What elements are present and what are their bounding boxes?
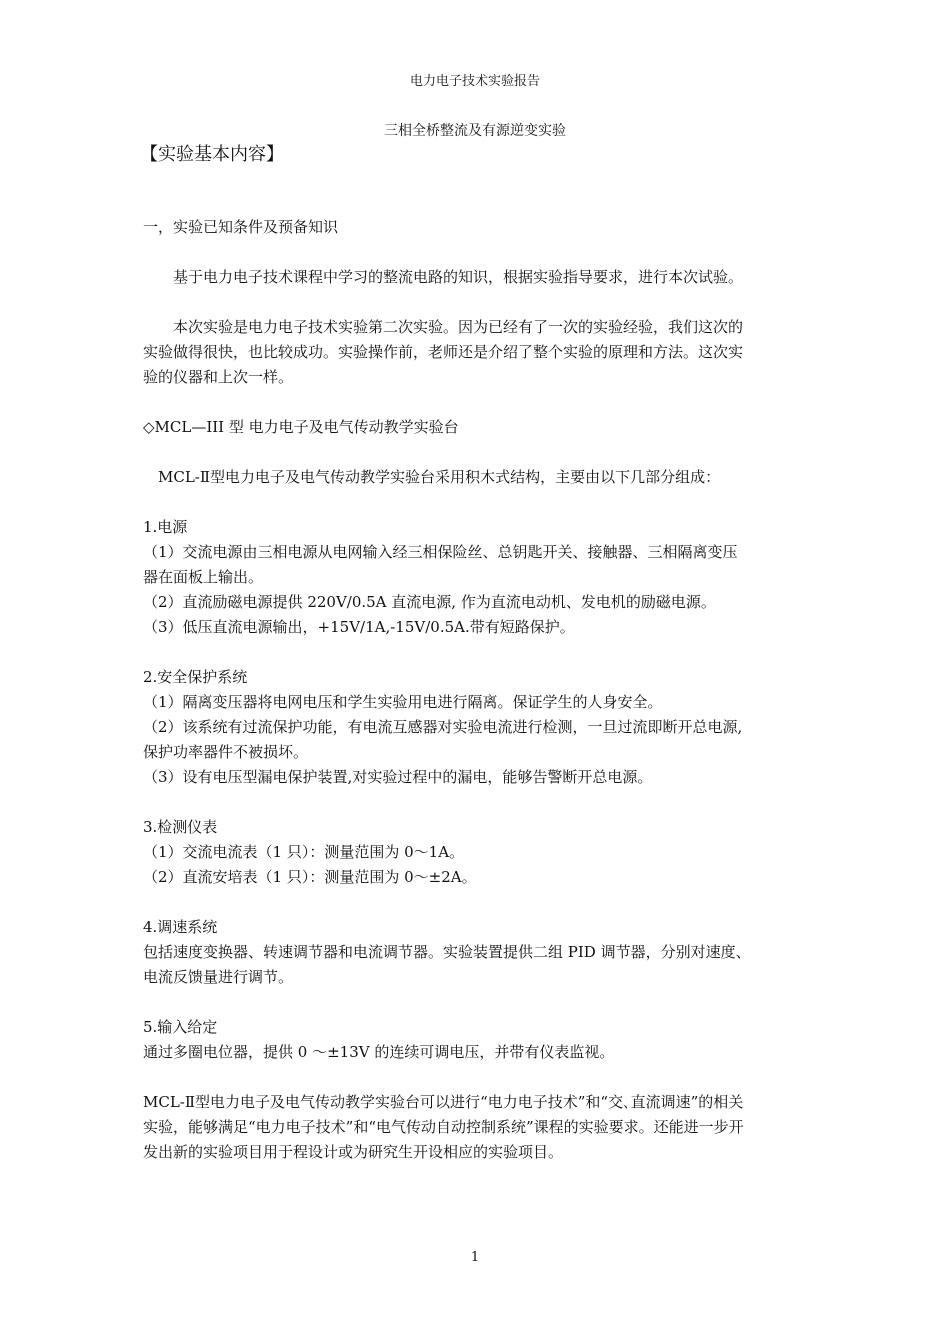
subsection-title: 1.电源 xyxy=(143,518,188,536)
page-header: 电力电子技术实验报告 xyxy=(409,74,540,89)
paragraph-line: 实验做得很快，也比较成功。实验操作前，老师还是介绍了整个实验的原理和方法。这次实 xyxy=(143,343,744,361)
list-item: （2）直流安培表（1 只）：测量范围为 0～±2A。 xyxy=(143,868,477,886)
list-item: 保护功率器件不被损坏。 xyxy=(143,743,309,761)
list-item: （3）低压直流电源输出，+15V/1A,-15V/0.5A.带有短路保护。 xyxy=(143,618,575,636)
device-intro: MCL-Ⅱ型电力电子及电气传动教学实验台采用积木式结构，主要由以下几部分组成： xyxy=(158,468,721,486)
list-item: 电流反馈量进行调节。 xyxy=(143,968,294,986)
heading-known-conditions: 一，实验已知条件及预备知识 xyxy=(143,218,339,236)
paragraph-line: 本次实验是电力电子技术实验第二次实验。因为已经有了一次的实验经验，我们这次的 xyxy=(173,318,744,336)
list-item: （1）交流电流表（1 只）：测量范围为 0～1A。 xyxy=(143,843,465,861)
page-number: 1 xyxy=(470,1250,480,1265)
list-item: （2）直流励磁电源提供 220V/0.5A 直流电源, 作为直流电动机、发电机的励磁电源。 xyxy=(143,593,716,611)
list-item: （1）交流电源由三相电源从电网输入经三相保险丝、总钥匙开关、接触器、三相隔离变压 xyxy=(143,543,738,561)
paragraph-line: 验的仪器和上次一样。 xyxy=(143,368,294,386)
closing-paragraph-line: 发出新的实验项目用于程设计或为研究生开设相应的实验项目。 xyxy=(143,1143,564,1161)
list-item: （2）该系统有过流保护功能，有电流互感器对实验电流进行检测，一旦过流即断开总电源, xyxy=(143,718,743,736)
subsection-title: 5.输入给定 xyxy=(143,1018,218,1036)
list-item: 通过多圈电位器，提供 0 ～±13V 的连续可调电压，并带有仪表监视。 xyxy=(143,1043,615,1061)
list-item: （3）设有电压型漏电保护装置,对实验过程中的漏电，能够告警断开总电源。 xyxy=(143,768,653,786)
subsection-title: 2.安全保护系统 xyxy=(143,668,248,686)
intro-paragraph: 基于电力电子技术课程中学习的整流电路的知识，根据实验指导要求，进行本次试验。 xyxy=(173,268,744,286)
list-item: （1）隔离变压器将电网电压和学生实验用电进行隔离。保证学生的人身安全。 xyxy=(143,693,663,711)
subsection-title: 3.检测仪表 xyxy=(143,818,218,836)
list-item: 包括速度变换器、转速调节器和电流调节器。实验装置提供二组 PID 调节器，分别对速度、 xyxy=(143,943,751,961)
subsection-title: 4.调速系统 xyxy=(143,918,218,936)
experiment-title: 三相全桥整流及有源逆变实验 xyxy=(384,123,566,139)
closing-paragraph-line: 实验，能够满足“电力电子技术”和“电气传动自动控制系统”课程的实验要求。还能进一步开 xyxy=(143,1118,744,1136)
section-title: 【实验基本内容】 xyxy=(140,144,284,165)
closing-paragraph-line: MCL-Ⅱ型电力电子及电气传动教学实验台可以进行“电力电子技术”和“交､直流调速”的相关 xyxy=(143,1093,744,1111)
device-heading: ◇MCL—III 型 电力电子及电气传动教学实验台 xyxy=(143,418,459,436)
list-item: 器在面板上输出。 xyxy=(143,568,264,586)
